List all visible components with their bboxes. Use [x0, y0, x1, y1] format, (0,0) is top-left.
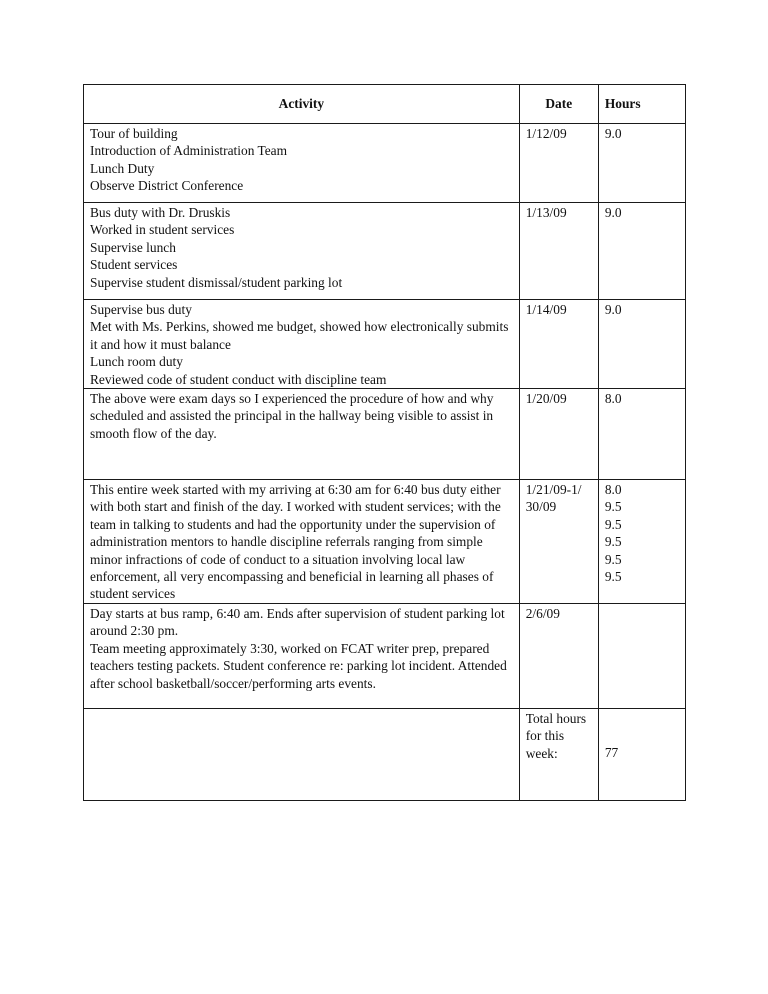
activity-line: Introduction of Administration Team — [90, 143, 288, 159]
activity-cell — [84, 124, 520, 203]
hours-value: 9.5 — [604, 534, 622, 550]
total-hours-value: 77 — [604, 744, 619, 760]
date-cell: 1/13/09 — [519, 203, 598, 300]
activity-line: Team meeting approximately 3:30, worked on FCAT writer prep, prepared teachers testing packets. Student conference re: parking lot incident. Attended after school basketball/soccer/performing arts events. — [90, 640, 507, 691]
activity-line: Worked in student services — [90, 222, 235, 238]
hours-cell — [598, 203, 685, 300]
hours-column-header: Hours — [598, 85, 685, 124]
activity-line: This entire week started with my arriving at 6:30 am for 6:40 bus duty either with both start and finish of the day. I worked with student services; with the team in talking to students and had the opportunity under the supervision of administration mentors to handle discipline referrals ranging from simple minor infractions of code of conduct to a situation involving local law enforcement, all very encompassing and beneficial in learning all phases of student services — [90, 482, 501, 602]
date-cell: 1/12/09 — [519, 124, 598, 203]
hours-value: 9.0 — [604, 126, 622, 141]
hours-value: 8.0 — [604, 391, 622, 407]
date-cell: 1/20/09 — [519, 389, 598, 480]
hours-value: 9.0 — [604, 302, 622, 317]
hours-value: 9.5 — [604, 551, 622, 567]
empty-activity-cell — [84, 708, 520, 800]
date-cell: 1/14/09 — [519, 300, 598, 389]
date-cell: 2/6/09 — [519, 603, 598, 708]
table-row — [84, 389, 686, 480]
activity-line: Day starts at bus ramp, 6:40 am. Ends after supervision of student parking lot around 2:30 pm. — [90, 605, 505, 639]
activity-line: Supervise lunch — [90, 239, 176, 255]
activity-cell — [84, 203, 520, 300]
activity-line: Supervise bus duty — [90, 302, 192, 317]
table-row — [84, 300, 686, 389]
table-row — [84, 603, 686, 708]
activity-cell — [84, 603, 520, 708]
hours-value: 9.0 — [604, 205, 622, 220]
activity-cell — [84, 480, 520, 604]
activity-line: Tour of building — [90, 126, 178, 141]
hours-value: 8.0 — [604, 482, 622, 498]
table-row — [84, 480, 686, 604]
activity-line: Met with Ms. Perkins, showed me budget, showed how electronically submits it and how it must balance — [90, 319, 509, 352]
hours-cell — [598, 389, 685, 480]
total-value-cell — [598, 708, 685, 800]
activity-line: Lunch room duty — [90, 354, 183, 370]
date-cell: 1/21/09-1/ 30/09 — [519, 480, 598, 604]
activity-line: Reviewed code of student conduct with discipline team — [90, 371, 387, 387]
total-hours-label: Total hours for this week: — [525, 710, 587, 761]
activity-column-header: Activity — [84, 85, 520, 124]
hours-cell — [598, 480, 685, 604]
hours-value: 9.5 — [604, 499, 622, 515]
date-column-header: Date — [519, 85, 598, 124]
activity-cell — [84, 389, 520, 480]
activity-line: Bus duty with Dr. Druskis — [90, 205, 231, 220]
table-row — [84, 124, 686, 203]
activity-line: Supervise student dismissal/student parking lot — [90, 274, 343, 290]
activity-line: The above were exam days so I experienced the procedure of how and why scheduled and assisted the principal in the hallway being visible to assist in smooth flow of the day. — [90, 391, 494, 441]
hours-value: 9.5 — [604, 569, 622, 585]
hours-value: 9.5 — [604, 516, 622, 532]
total-row — [84, 708, 686, 800]
activity-log-table — [83, 84, 686, 801]
activity-line: Student services — [90, 257, 178, 273]
header-row — [84, 85, 686, 124]
hours-cell — [598, 603, 685, 708]
table-row — [84, 203, 686, 300]
hours-cell — [598, 300, 685, 389]
activity-line: Observe District Conference — [90, 178, 244, 194]
activity-cell — [84, 300, 520, 389]
activity-line: Lunch Duty — [90, 160, 155, 176]
hours-cell — [598, 124, 685, 203]
total-label-cell — [519, 708, 598, 800]
